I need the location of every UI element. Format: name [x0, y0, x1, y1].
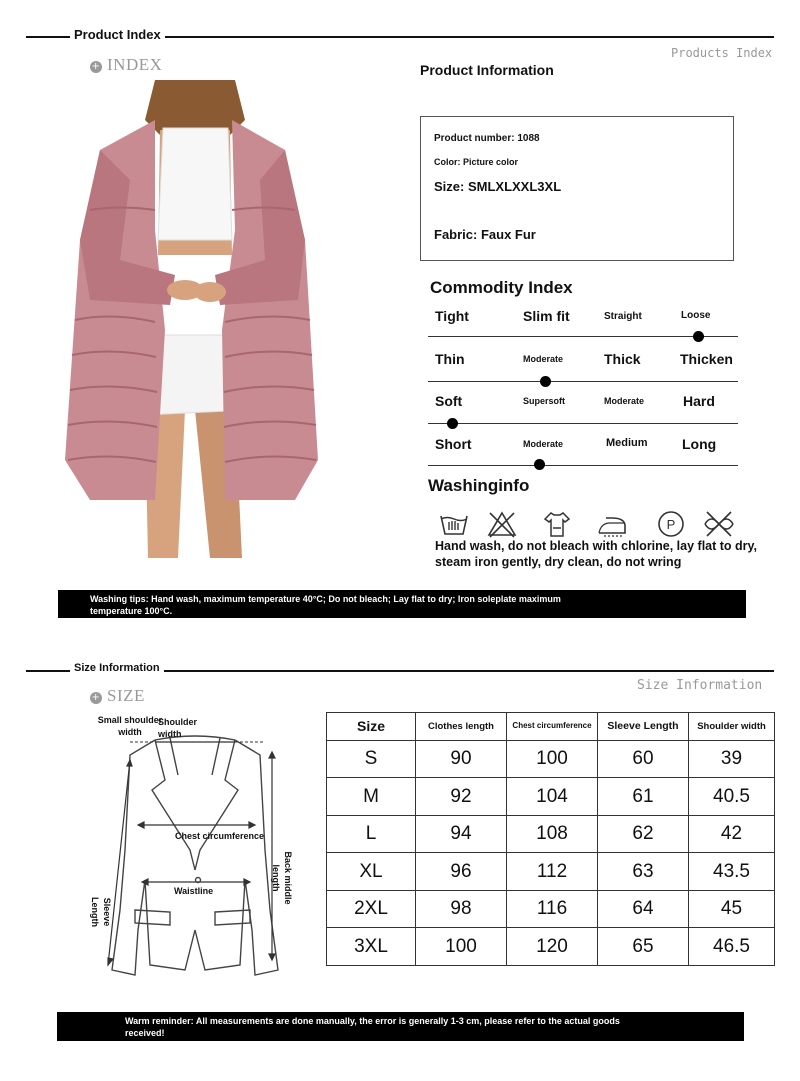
cell-size: 3XL — [327, 928, 416, 966]
soft-moderate: Moderate — [604, 396, 645, 406]
washing-tips-line1: Washing tips: Hand wash, maximum temperature 40°C; Do not bleach; Lay flat to dry; Iron soleplate maximum — [90, 594, 561, 604]
product-size: Size: SMLXLXXL3XL — [434, 179, 562, 194]
softness-scale — [428, 393, 738, 433]
thick-thick: Thick — [604, 351, 641, 367]
table-row — [327, 890, 775, 928]
warm-reminder-bar — [57, 1012, 744, 1041]
cell-sleeve: 62 — [598, 815, 689, 853]
thickness-track — [428, 381, 738, 382]
shoulder-label: Shoulder width — [158, 717, 198, 739]
length-track — [428, 465, 738, 466]
chest-label: Chest circumference — [175, 831, 265, 841]
header-shoulder: Shoulder width — [689, 713, 775, 741]
fit-tight: Tight — [435, 308, 469, 324]
fit-slim: Slim fit — [523, 308, 570, 324]
cell-sleeve: 63 — [598, 853, 689, 891]
fit-loose: Loose — [681, 310, 711, 321]
length-knob — [534, 459, 545, 470]
svg-text:P: P — [666, 517, 676, 532]
header-chest: Chest circumference — [507, 713, 598, 741]
washing-text: Hand wash, do not bleach with chlorine, lay flat to dry, steam iron gently, dry clean, do not wring — [435, 539, 758, 569]
washing-tips-line2: temperature 100°C. — [90, 606, 173, 616]
cell-sleeve: 65 — [598, 928, 689, 966]
cell-size: L — [327, 815, 416, 853]
thick-thicken: Thicken — [680, 351, 733, 367]
cell-size: XL — [327, 853, 416, 891]
washing-tips-bar — [58, 590, 746, 618]
hand-wash-icon — [438, 508, 470, 540]
cell-length: 96 — [416, 853, 507, 891]
commodity-index-title: Commodity Index — [430, 278, 573, 297]
dry-clean-icon — [655, 508, 687, 540]
do-not-bleach-icon — [486, 508, 518, 540]
do-not-wring-icon — [703, 508, 735, 540]
cell-shoulder: 45 — [689, 890, 775, 928]
cell-length: 92 — [416, 778, 507, 816]
soft-soft: Soft — [435, 393, 463, 409]
cell-shoulder: 43.5 — [689, 853, 775, 891]
back-length-label: Back middle length — [271, 851, 293, 905]
length-moderate: Moderate — [523, 439, 564, 449]
size-info-title: Size Information — [70, 662, 164, 674]
cell-size: M — [327, 778, 416, 816]
fit-straight: Straight — [604, 311, 642, 322]
table-row — [327, 740, 775, 778]
lay-flat-dry-icon — [541, 508, 573, 540]
plus-icon: + — [91, 61, 101, 72]
warm-reminder-line2: received! — [125, 1028, 165, 1038]
cell-length: 90 — [416, 740, 507, 778]
header-sleeve: Sleeve Length — [598, 713, 689, 741]
thickness-scale — [428, 351, 738, 391]
length-short: Short — [435, 436, 472, 452]
cell-shoulder: 42 — [689, 815, 775, 853]
table-row — [327, 778, 775, 816]
cell-chest: 108 — [507, 815, 598, 853]
softness-knob — [447, 418, 458, 429]
table-row — [327, 928, 775, 966]
header-size: Size — [327, 713, 416, 741]
product-photo — [60, 80, 322, 558]
cell-shoulder: 39 — [689, 740, 775, 778]
sleeve-length-label: Sleeve Length — [90, 897, 112, 927]
header-clothes-length: Clothes length — [416, 713, 507, 741]
cell-length: 98 — [416, 890, 507, 928]
thick-thin: Thin — [435, 351, 465, 367]
soft-hard: Hard — [683, 393, 715, 409]
washing-title: Washinginfo — [428, 476, 530, 495]
thick-moderate: Moderate — [523, 354, 564, 364]
cell-size: 2XL — [327, 890, 416, 928]
fit-track — [428, 336, 738, 337]
thickness-knob — [540, 376, 551, 387]
plus-icon: + — [91, 692, 101, 703]
cell-sleeve: 64 — [598, 890, 689, 928]
table-row — [327, 815, 775, 853]
cell-chest: 116 — [507, 890, 598, 928]
product-number: Product number: 1088 — [434, 133, 540, 144]
length-long: Long — [682, 436, 717, 452]
waist-label: Waistline — [174, 886, 214, 896]
table-row — [327, 853, 775, 891]
size-info-tag: Size Information — [637, 678, 763, 693]
cell-chest: 100 — [507, 740, 598, 778]
size-table — [326, 712, 775, 966]
cell-size: S — [327, 740, 416, 778]
size-label-text: SIZE — [107, 686, 145, 705]
length-scale — [428, 436, 738, 476]
warm-reminder-line1: Warm reminder: All measurements are done manually, the error is generally 1-3 cm, please refer to the actual goods — [125, 1016, 620, 1026]
cell-chest: 104 — [507, 778, 598, 816]
size-label — [90, 686, 145, 706]
index-label-text: INDEX — [107, 55, 163, 74]
cell-sleeve: 61 — [598, 778, 689, 816]
index-label — [90, 55, 162, 75]
size-table-header — [327, 713, 775, 741]
cell-shoulder: 46.5 — [689, 928, 775, 966]
fit-scale — [428, 308, 738, 348]
softness-track — [428, 423, 738, 424]
product-index-title: Product Index — [70, 27, 165, 42]
steam-iron-icon — [596, 508, 628, 540]
cell-sleeve: 60 — [598, 740, 689, 778]
cell-chest: 120 — [507, 928, 598, 966]
fit-knob — [693, 331, 704, 342]
cell-length: 94 — [416, 815, 507, 853]
length-medium: Medium — [606, 437, 648, 449]
product-fabric: Fabric: Faux Fur — [434, 227, 536, 242]
soft-supersoft: Supersoft — [523, 396, 566, 406]
small-shoulder-label: Small shoulder width — [97, 715, 163, 737]
cell-shoulder: 40.5 — [689, 778, 775, 816]
product-info-box — [420, 116, 734, 261]
cell-chest: 112 — [507, 853, 598, 891]
products-index-tag: Products Index — [671, 46, 773, 60]
product-info-title: Product Information — [420, 62, 554, 78]
cell-length: 100 — [416, 928, 507, 966]
product-color: Color: Picture color — [434, 157, 519, 167]
